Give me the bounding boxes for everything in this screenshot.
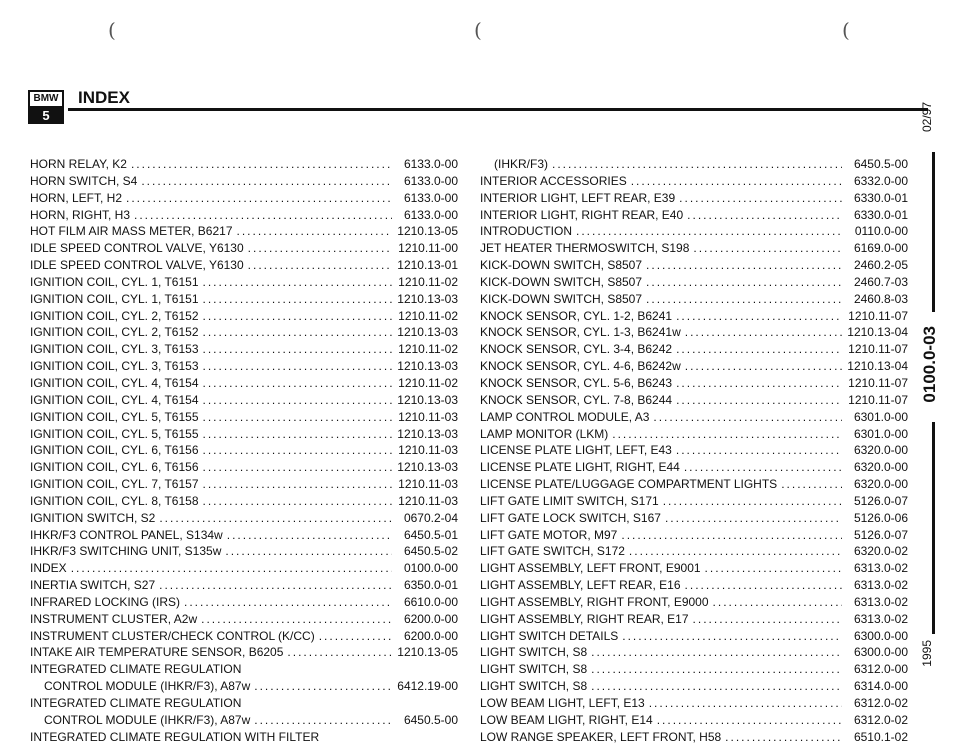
entry-page-ref: 1210.11-03 bbox=[398, 477, 458, 492]
dot-leader bbox=[676, 341, 842, 358]
index-entry bbox=[30, 257, 458, 274]
dot-leader bbox=[679, 190, 842, 207]
entry-label: INSTRUMENT CLUSTER/CHECK CONTROL (K/CC) bbox=[30, 628, 315, 643]
entry-label: (IHKR/F3) bbox=[494, 157, 548, 171]
index-entry bbox=[30, 628, 458, 645]
entry-page-ref: 1210.11-07 bbox=[848, 375, 908, 390]
index-entry bbox=[480, 476, 908, 493]
sidebar-rule bbox=[932, 152, 935, 312]
index-entry bbox=[480, 274, 908, 291]
dot-leader bbox=[591, 678, 842, 695]
entry-label: IGNITION COIL, CYL. 5, T6155 bbox=[30, 409, 199, 424]
entry-page-ref: 6330.0-01 bbox=[853, 207, 908, 222]
entry-label: LIGHT ASSEMBLY, RIGHT REAR, E17 bbox=[480, 611, 689, 626]
index-entry bbox=[480, 442, 908, 459]
index-entry bbox=[30, 358, 458, 375]
entry-page-ref: 6350.0-01 bbox=[403, 578, 458, 593]
dot-leader bbox=[685, 324, 842, 341]
entry-page-ref: 6133.0-00 bbox=[403, 190, 458, 205]
dot-leader bbox=[225, 543, 392, 560]
index-entry bbox=[480, 459, 908, 476]
entry-page-ref: 6312.0-00 bbox=[853, 662, 908, 677]
entry-label: IHKR/F3 SWITCHING UNIT, S135w bbox=[30, 544, 222, 559]
entry-page-ref: 5126.0-07 bbox=[853, 493, 908, 508]
entry-page-ref: 6301.0-00 bbox=[853, 409, 908, 424]
index-entry bbox=[30, 459, 458, 476]
entry-label: IGNITION COIL, CYL. 6, T6156 bbox=[30, 443, 199, 458]
entry-page-ref: 1210.13-01 bbox=[397, 258, 458, 273]
index-entry bbox=[30, 611, 458, 628]
page-title: INDEX bbox=[78, 88, 130, 107]
index-entry bbox=[30, 308, 458, 325]
index-entry bbox=[480, 611, 908, 628]
binder-hole-mark: ( bbox=[474, 18, 482, 42]
entry-page-ref: 1210.13-03 bbox=[397, 359, 458, 374]
entry-label: IGNITION COIL, CYL. 2, T6152 bbox=[30, 308, 199, 323]
dot-leader bbox=[591, 661, 842, 678]
dot-leader bbox=[203, 459, 392, 476]
dot-leader bbox=[237, 223, 393, 240]
entry-page-ref: 0110.0-00 bbox=[854, 224, 908, 239]
entry-label: LIGHT ASSEMBLY, RIGHT FRONT, E9000 bbox=[480, 594, 709, 609]
dot-leader bbox=[646, 274, 842, 291]
entry-page-ref: 6169.0-00 bbox=[853, 241, 908, 256]
dot-leader bbox=[552, 156, 842, 173]
dot-leader bbox=[653, 409, 842, 426]
index-entry bbox=[480, 257, 908, 274]
entry-label: LAMP MONITOR (LKM) bbox=[480, 426, 609, 441]
index-entry bbox=[30, 594, 458, 611]
entry-page-ref: 6320.0-00 bbox=[853, 443, 908, 458]
entry-label: INFRARED LOCKING (IRS) bbox=[30, 594, 181, 609]
index-entry bbox=[30, 577, 458, 594]
index-entry bbox=[480, 426, 908, 443]
entry-label: KICK-DOWN SWITCH, S8507 bbox=[480, 274, 643, 289]
entry-page-ref: 6313.0-02 bbox=[853, 561, 908, 576]
dot-leader bbox=[687, 207, 842, 224]
entry-label: IGNITION COIL, CYL. 4, T6154 bbox=[30, 392, 199, 407]
dot-leader bbox=[126, 190, 392, 207]
index-entry bbox=[480, 543, 908, 560]
dot-leader bbox=[203, 409, 392, 426]
index-entry bbox=[480, 628, 908, 645]
dot-leader bbox=[646, 291, 842, 308]
dot-leader bbox=[159, 577, 392, 594]
entry-page-ref: 6450.5-00 bbox=[853, 157, 908, 171]
entry-page-ref: 0670.2-04 bbox=[403, 510, 458, 525]
entry-label: LICENSE PLATE/LUGGAGE COMPARTMENT LIGHTS bbox=[480, 477, 778, 492]
index-entry bbox=[30, 392, 458, 409]
index-entry bbox=[30, 442, 458, 459]
index-entry bbox=[480, 240, 908, 257]
index-entry bbox=[30, 712, 458, 729]
entry-label: LIGHT SWITCH, S8 bbox=[480, 645, 588, 660]
index-entry bbox=[30, 324, 458, 341]
dot-leader bbox=[631, 173, 842, 190]
index-entry bbox=[30, 729, 458, 746]
entry-page-ref: 6300.0-00 bbox=[853, 645, 908, 660]
index-entry bbox=[480, 695, 908, 712]
entry-label: LIGHT ASSEMBLY, LEFT FRONT, E9001 bbox=[480, 561, 701, 576]
entry-label: IGNITION COIL, CYL. 1, T6151 bbox=[30, 291, 199, 306]
entry-page-ref: 6312.0-02 bbox=[853, 696, 908, 710]
entry-label: INTEGRATED CLIMATE REGULATION WITH FILTER bbox=[30, 729, 320, 744]
entry-page-ref: 6313.0-02 bbox=[853, 578, 908, 593]
index-entry bbox=[30, 527, 458, 544]
entry-page-ref: 1210.13-03 bbox=[397, 291, 458, 306]
entry-page-ref: 6313.0-02 bbox=[853, 611, 908, 626]
dot-leader bbox=[713, 594, 842, 611]
entry-page-ref: 1210.11-03 bbox=[398, 409, 458, 424]
index-entry bbox=[480, 341, 908, 358]
binder-hole-mark: ( bbox=[108, 18, 116, 42]
entry-label: KICK-DOWN SWITCH, S8507 bbox=[480, 258, 643, 273]
dot-leader bbox=[71, 560, 392, 577]
dot-leader bbox=[203, 493, 392, 510]
entry-label: IGNITION COIL, CYL. 3, T6153 bbox=[30, 342, 199, 357]
dot-leader bbox=[319, 628, 392, 645]
dot-leader bbox=[203, 324, 392, 341]
entry-page-ref: 2460.7-03 bbox=[853, 274, 908, 289]
entry-page-ref: 6510.1-02 bbox=[853, 729, 908, 744]
index-entry bbox=[480, 527, 908, 544]
index-entry bbox=[30, 223, 458, 240]
index-entry bbox=[480, 291, 908, 308]
entry-label: KNOCK SENSOR, CYL. 1-3, B6241w bbox=[480, 325, 681, 340]
entry-label: LIFT GATE LIMIT SWITCH, S171 bbox=[480, 493, 659, 508]
entry-label: INTEGRATED CLIMATE REGULATION bbox=[30, 662, 242, 677]
entry-page-ref: 1210.11-02 bbox=[398, 308, 458, 323]
index-entry bbox=[480, 577, 908, 594]
dot-leader bbox=[781, 476, 842, 493]
entry-label: INTERIOR LIGHT, LEFT REAR, E39 bbox=[480, 190, 676, 205]
entry-page-ref: 1210.13-03 bbox=[397, 325, 458, 340]
index-entry bbox=[30, 493, 458, 510]
entry-label: KNOCK SENSOR, CYL. 5-6, B6243 bbox=[480, 375, 673, 390]
index-entry bbox=[30, 678, 458, 695]
dot-leader bbox=[159, 510, 392, 527]
dot-leader bbox=[676, 392, 842, 409]
index-entry bbox=[30, 190, 458, 207]
index-entry bbox=[480, 712, 908, 729]
entry-page-ref: 6200.0-00 bbox=[403, 628, 458, 643]
entry-label: IGNITION COIL, CYL. 1, T6151 bbox=[30, 274, 199, 289]
index-entry bbox=[480, 493, 908, 510]
index-column-right bbox=[480, 156, 908, 746]
index-entry bbox=[480, 324, 908, 341]
entry-page-ref: 5126.0-06 bbox=[853, 510, 908, 525]
entry-label: LICENSE PLATE LIGHT, RIGHT, E44 bbox=[480, 460, 680, 475]
entry-label: LOW BEAM LIGHT, RIGHT, E14 bbox=[480, 712, 653, 727]
index-entry bbox=[480, 644, 908, 661]
entry-label: HORN SWITCH, S4 bbox=[30, 173, 138, 188]
entry-page-ref: 1210.13-05 bbox=[397, 645, 458, 660]
header-rule bbox=[68, 108, 928, 111]
dot-leader bbox=[705, 560, 842, 577]
index-entry bbox=[30, 644, 458, 661]
entry-label: KNOCK SENSOR, CYL. 4-6, B6242w bbox=[480, 359, 681, 374]
entry-label: HORN, LEFT, H2 bbox=[30, 190, 123, 205]
entry-page-ref: 1210.13-03 bbox=[397, 392, 458, 407]
index-entry bbox=[30, 240, 458, 257]
entry-label: IGNITION COIL, CYL. 7, T6157 bbox=[30, 477, 199, 492]
entry-page-ref: 6332.0-00 bbox=[853, 173, 908, 188]
entry-page-ref: 1210.11-07 bbox=[848, 308, 908, 323]
entry-page-ref: 6610.0-00 bbox=[403, 594, 458, 609]
entry-page-ref: 0100.0-00 bbox=[403, 561, 458, 576]
entry-label: INDEX bbox=[30, 561, 67, 576]
entry-label: IGNITION COIL, CYL. 8, T6158 bbox=[30, 493, 199, 508]
entry-label: IGNITION COIL, CYL. 5, T6155 bbox=[30, 426, 199, 441]
dot-leader bbox=[621, 527, 842, 544]
index-entry bbox=[480, 678, 908, 695]
entry-page-ref: 6330.0-01 bbox=[853, 190, 908, 205]
dot-leader bbox=[254, 712, 392, 729]
entry-page-ref: 6301.0-00 bbox=[853, 426, 908, 441]
entry-page-ref: 6200.0-00 bbox=[403, 611, 458, 626]
entry-label: IHKR/F3 CONTROL PANEL, S134w bbox=[30, 527, 223, 542]
page-sidebar bbox=[918, 88, 948, 688]
entry-label: IGNITION COIL, CYL. 2, T6152 bbox=[30, 325, 199, 340]
dot-leader bbox=[201, 611, 392, 628]
dot-leader bbox=[184, 594, 392, 611]
entry-label: LIGHT SWITCH DETAILS bbox=[480, 628, 619, 643]
dot-leader bbox=[629, 543, 842, 560]
entry-label: LIFT GATE SWITCH, S172 bbox=[480, 544, 625, 559]
entry-label: INTEGRATED CLIMATE REGULATION bbox=[30, 696, 242, 710]
dot-leader bbox=[203, 341, 392, 358]
index-entry bbox=[480, 560, 908, 577]
index-entry bbox=[480, 392, 908, 409]
entry-page-ref: 6313.0-02 bbox=[853, 594, 908, 609]
dot-leader bbox=[663, 493, 842, 510]
dot-leader bbox=[203, 274, 392, 291]
entry-page-ref: 1210.11-02 bbox=[398, 375, 458, 390]
entry-page-ref: 2460.2-05 bbox=[853, 258, 908, 273]
entry-page-ref: 1210.13-03 bbox=[397, 426, 458, 441]
index-entry bbox=[30, 341, 458, 358]
entry-label: LIFT GATE MOTOR, M97 bbox=[480, 527, 618, 542]
index-entry bbox=[480, 729, 908, 746]
entry-page-ref: 6450.5-02 bbox=[403, 544, 458, 559]
dot-leader bbox=[287, 644, 392, 661]
dot-leader bbox=[131, 156, 392, 173]
index-entry bbox=[480, 207, 908, 224]
binder-hole-mark: ( bbox=[842, 18, 850, 42]
entry-page-ref: 6450.5-00 bbox=[403, 712, 458, 727]
entry-page-ref: 1210.11-07 bbox=[848, 342, 908, 357]
index-entry bbox=[30, 173, 458, 190]
dot-leader bbox=[203, 476, 392, 493]
logo-series-badge: 5 bbox=[30, 108, 62, 124]
dot-leader bbox=[685, 577, 842, 594]
entry-label: IDLE SPEED CONTROL VALVE, Y6130 bbox=[30, 241, 244, 256]
entry-label: IGNITION SWITCH, S2 bbox=[30, 510, 156, 525]
index-entry bbox=[480, 190, 908, 207]
dot-leader bbox=[203, 375, 392, 392]
entry-page-ref: 2460.8-03 bbox=[853, 291, 908, 306]
entry-page-ref: 1210.13-04 bbox=[847, 359, 908, 374]
entry-page-ref: 6450.5-01 bbox=[403, 527, 458, 542]
entry-label: LICENSE PLATE LIGHT, LEFT, E43 bbox=[480, 443, 672, 458]
dot-leader bbox=[649, 695, 842, 712]
entry-label: INTERIOR LIGHT, RIGHT REAR, E40 bbox=[480, 207, 684, 222]
entry-label: KNOCK SENSOR, CYL. 1-2, B6241 bbox=[480, 308, 673, 323]
entry-page-ref: 1210.11-00 bbox=[398, 241, 458, 256]
entry-page-ref: 1210.13-05 bbox=[397, 224, 458, 239]
entry-page-ref: 6133.0-00 bbox=[403, 207, 458, 222]
entry-page-ref: 6133.0-00 bbox=[403, 173, 458, 188]
dot-leader bbox=[657, 712, 842, 729]
index-entry bbox=[480, 156, 908, 173]
dot-leader bbox=[227, 527, 392, 544]
index-entry bbox=[480, 375, 908, 392]
entry-label: CONTROL MODULE (IHKR/F3), A87w bbox=[44, 679, 251, 694]
index-entry bbox=[30, 426, 458, 443]
entry-label: LAMP CONTROL MODULE, A3 bbox=[480, 409, 650, 424]
dot-leader bbox=[203, 392, 392, 409]
dot-leader bbox=[591, 644, 842, 661]
entry-label: IGNITION COIL, CYL. 6, T6156 bbox=[30, 460, 199, 475]
dot-leader bbox=[676, 308, 842, 325]
entry-page-ref: 1210.13-03 bbox=[397, 460, 458, 475]
dot-leader bbox=[203, 308, 392, 325]
entry-page-ref: 6312.0-02 bbox=[853, 712, 908, 727]
index-entry bbox=[480, 173, 908, 190]
bmw-logo bbox=[28, 90, 64, 124]
dot-leader bbox=[203, 442, 392, 459]
index-column-left bbox=[30, 156, 458, 746]
dot-leader bbox=[576, 223, 842, 240]
entry-page-ref: 1210.11-03 bbox=[398, 493, 458, 508]
entry-label: HORN, RIGHT, H3 bbox=[30, 207, 131, 222]
index-entry bbox=[480, 661, 908, 678]
index-entry bbox=[30, 695, 458, 712]
entry-label: IDLE SPEED CONTROL VALVE, Y6130 bbox=[30, 258, 244, 273]
entry-label: KICK-DOWN SWITCH, S8507 bbox=[480, 291, 643, 306]
page-code: 0100.0-03 bbox=[920, 326, 939, 403]
entry-label: INSTRUMENT CLUSTER, A2w bbox=[30, 611, 198, 626]
entry-page-ref: 6133.0-00 bbox=[403, 157, 458, 171]
entry-page-ref: 1210.11-02 bbox=[398, 274, 458, 289]
entry-label: HORN RELAY, K2 bbox=[30, 157, 127, 171]
index-entry bbox=[30, 543, 458, 560]
entry-label: INTRODUCTION bbox=[480, 224, 572, 239]
dot-leader bbox=[676, 442, 842, 459]
entry-label: LOW RANGE SPEAKER, LEFT FRONT, H58 bbox=[480, 729, 722, 744]
index-entry bbox=[30, 274, 458, 291]
dot-leader bbox=[141, 173, 392, 190]
index-entry bbox=[480, 223, 908, 240]
index-entry bbox=[30, 661, 458, 678]
dot-leader bbox=[254, 678, 392, 695]
dot-leader bbox=[612, 426, 842, 443]
entry-label: LIFT GATE LOCK SWITCH, S167 bbox=[480, 510, 661, 525]
entry-label: IGNITION COIL, CYL. 3, T6153 bbox=[30, 359, 199, 374]
entry-page-ref: 6412.19-00 bbox=[397, 679, 458, 694]
entry-page-ref: 6300.0-00 bbox=[853, 628, 908, 643]
dot-leader bbox=[248, 240, 392, 257]
page-header bbox=[28, 90, 928, 130]
model-year: 1995 bbox=[920, 640, 934, 667]
index-entry bbox=[30, 409, 458, 426]
index-entry bbox=[480, 358, 908, 375]
dot-leader bbox=[203, 291, 392, 308]
dot-leader bbox=[725, 729, 842, 746]
entry-label: CONTROL MODULE (IHKR/F3), A87w bbox=[44, 712, 251, 727]
entry-label: JET HEATER THERMOSWITCH, S198 bbox=[480, 241, 690, 256]
dot-leader bbox=[248, 257, 392, 274]
entry-page-ref: 1210.13-04 bbox=[847, 325, 908, 340]
index-entry bbox=[30, 560, 458, 577]
entry-label: LOW BEAM LIGHT, LEFT, E13 bbox=[480, 696, 645, 710]
entry-label: INERTIA SWITCH, S27 bbox=[30, 578, 156, 593]
index-entry bbox=[480, 594, 908, 611]
entry-label: LIGHT SWITCH, S8 bbox=[480, 662, 588, 677]
entry-label: LIGHT SWITCH, S8 bbox=[480, 679, 588, 694]
index-entry bbox=[30, 156, 458, 173]
entry-label: INTAKE AIR TEMPERATURE SENSOR, B6205 bbox=[30, 645, 284, 660]
entry-label: HOT FILM AIR MASS METER, B6217 bbox=[30, 224, 233, 239]
logo-top-text: BMW bbox=[30, 92, 62, 108]
index-entry bbox=[30, 207, 458, 224]
index-entry bbox=[30, 510, 458, 527]
entry-page-ref: 6314.0-00 bbox=[853, 679, 908, 694]
dot-leader bbox=[646, 257, 842, 274]
dot-leader bbox=[685, 358, 842, 375]
dot-leader bbox=[665, 510, 842, 527]
entry-label: LIGHT ASSEMBLY, LEFT REAR, E16 bbox=[480, 578, 681, 593]
dot-leader bbox=[203, 358, 392, 375]
entry-page-ref: 1210.11-02 bbox=[398, 342, 458, 357]
dot-leader bbox=[693, 611, 842, 628]
entry-label: KNOCK SENSOR, CYL. 3-4, B6242 bbox=[480, 342, 673, 357]
entry-label: INTERIOR ACCESSORIES bbox=[480, 173, 627, 188]
index-entry bbox=[30, 476, 458, 493]
index-entry bbox=[480, 308, 908, 325]
dot-leader bbox=[134, 207, 392, 224]
index-entry bbox=[480, 510, 908, 527]
dot-leader bbox=[676, 375, 842, 392]
entry-page-ref: 1210.11-03 bbox=[398, 443, 458, 458]
dot-leader bbox=[622, 628, 842, 645]
entry-page-ref: 5126.0-07 bbox=[853, 527, 908, 542]
index-entry bbox=[30, 375, 458, 392]
sidebar-rule bbox=[932, 422, 935, 634]
entry-label: IGNITION COIL, CYL. 4, T6154 bbox=[30, 375, 199, 390]
index-entry bbox=[30, 291, 458, 308]
dot-leader bbox=[203, 426, 392, 443]
dot-leader bbox=[693, 240, 842, 257]
entry-page-ref: 6320.0-00 bbox=[853, 460, 908, 475]
revision-date: 02/97 bbox=[920, 102, 934, 133]
entry-label: KNOCK SENSOR, CYL. 7-8, B6244 bbox=[480, 392, 673, 407]
index-entry bbox=[480, 409, 908, 426]
entry-page-ref: 6320.0-00 bbox=[853, 477, 908, 492]
entry-page-ref: 6320.0-02 bbox=[853, 544, 908, 559]
entry-page-ref: 1210.11-07 bbox=[848, 392, 908, 407]
dot-leader bbox=[684, 459, 842, 476]
